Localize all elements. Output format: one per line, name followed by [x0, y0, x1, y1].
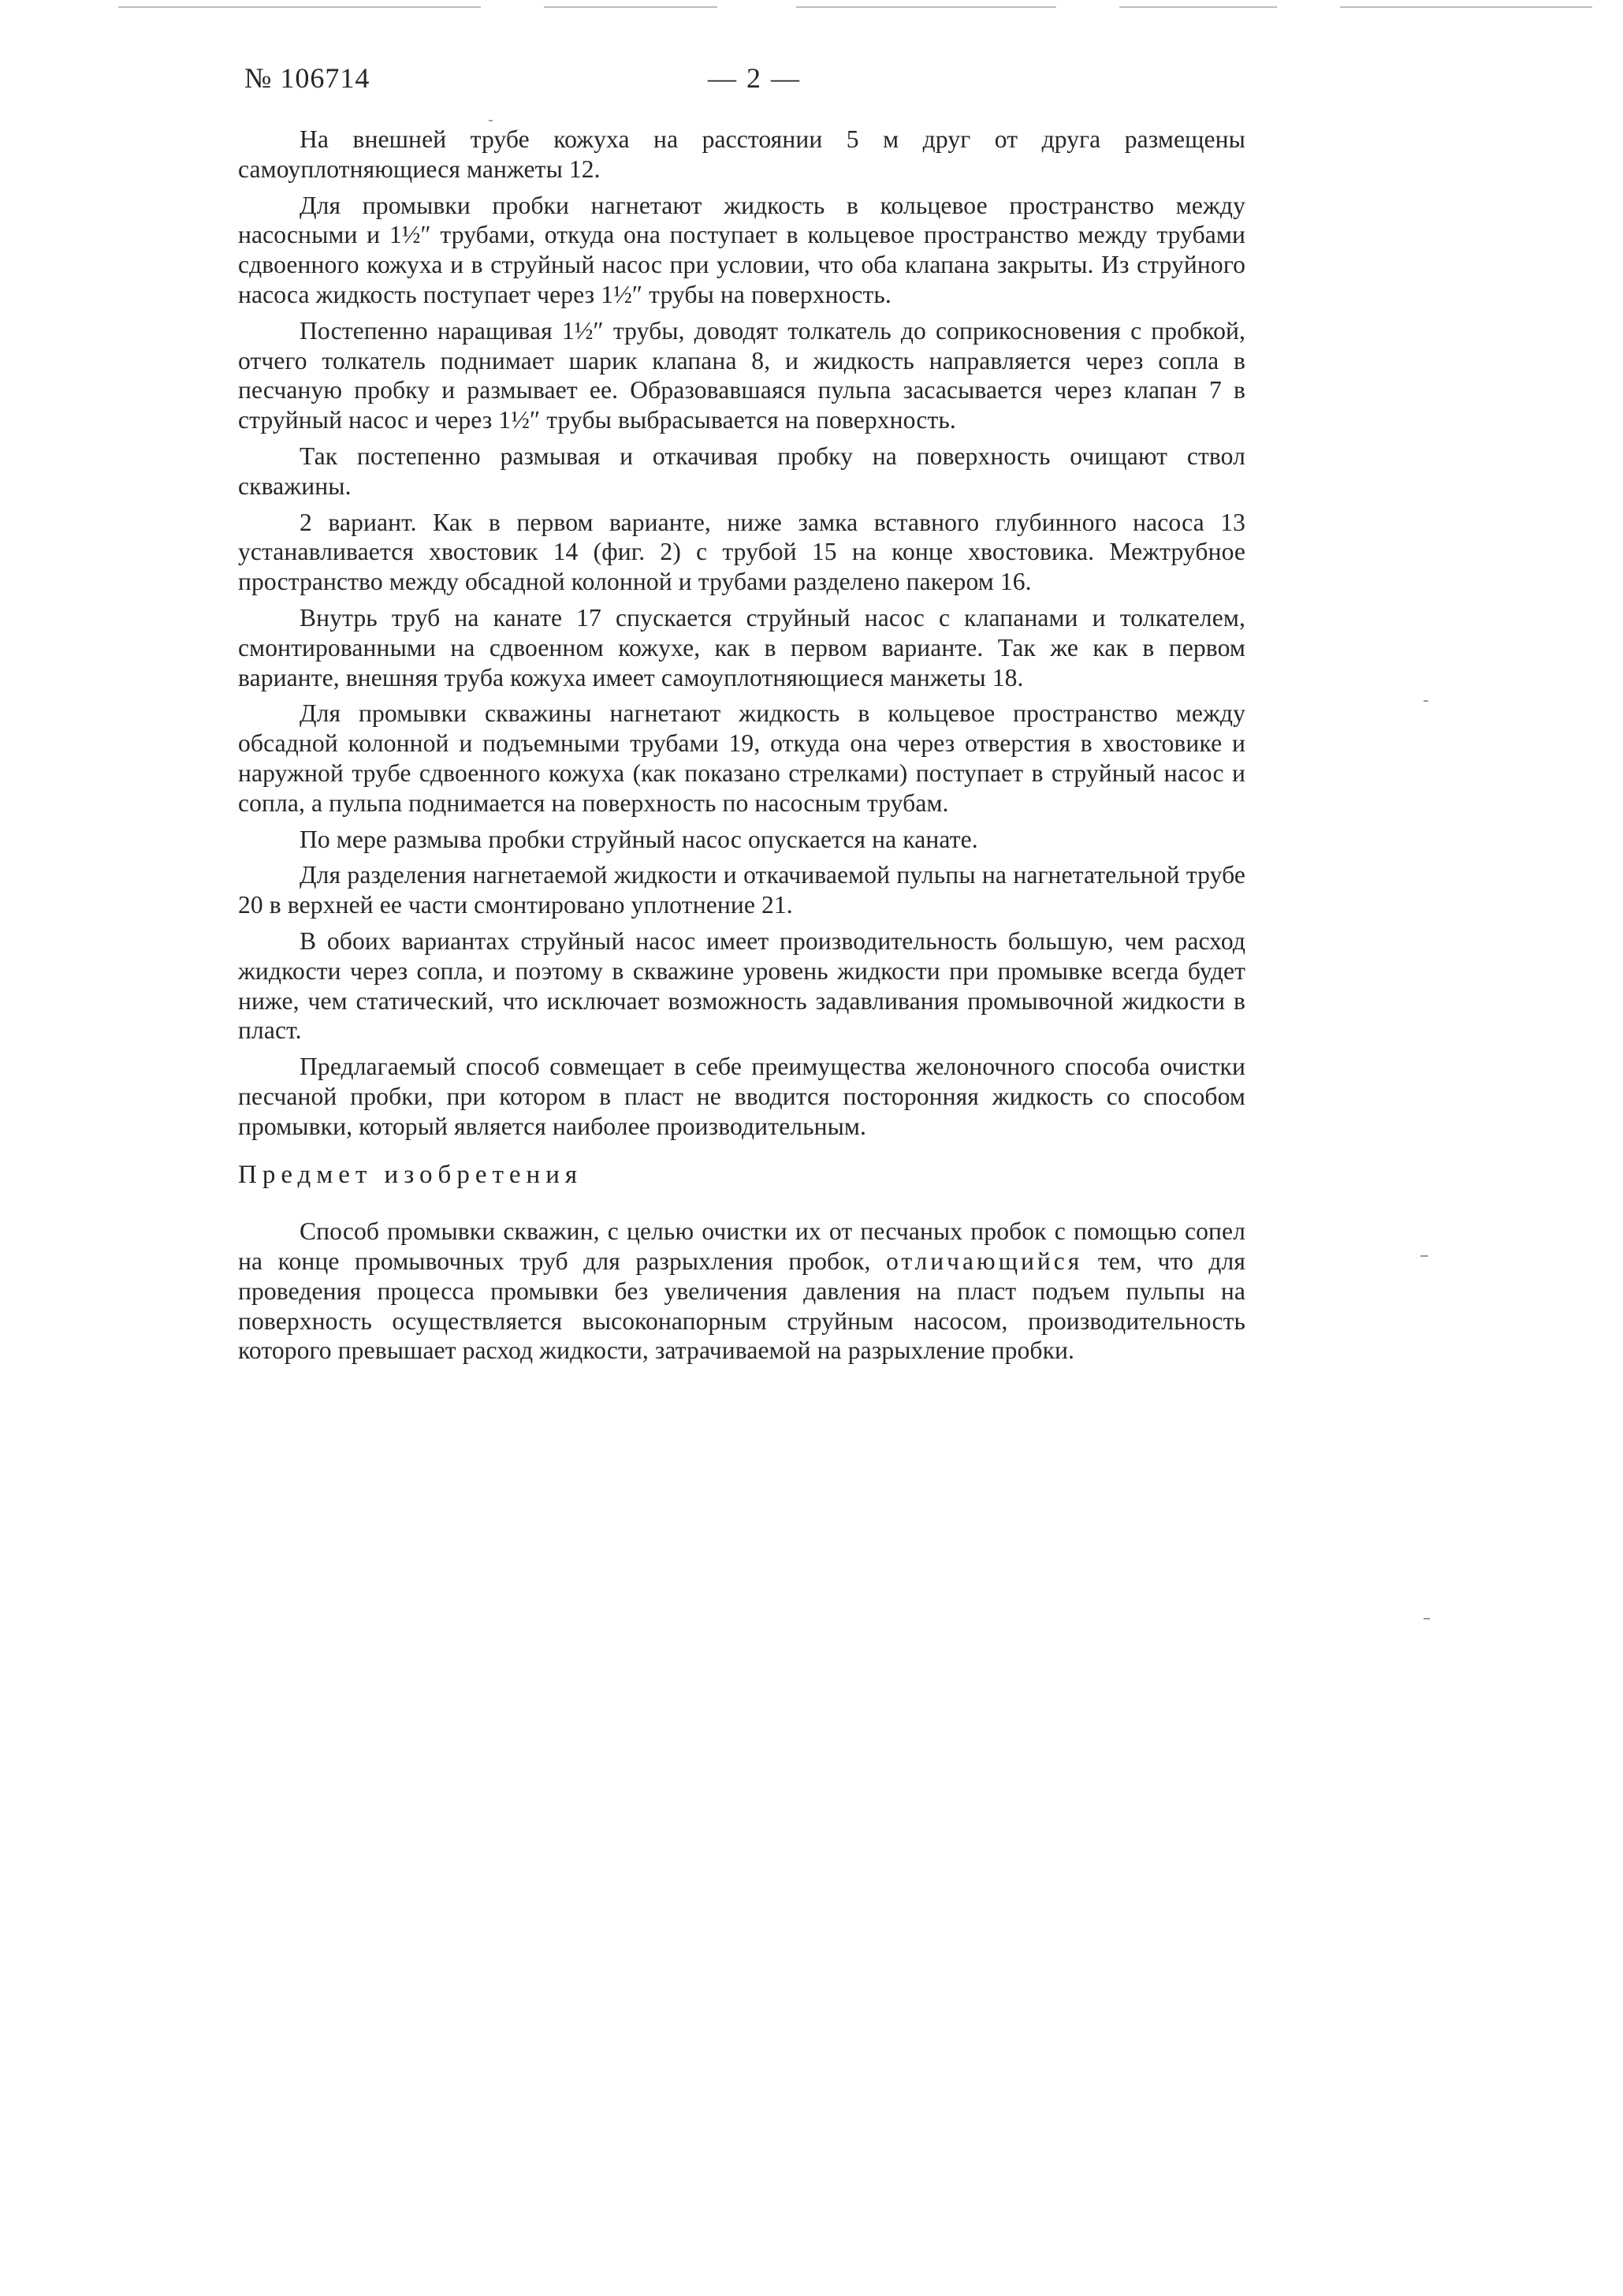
page-number: — 2 — [708, 62, 801, 94]
scan-speck [1424, 1618, 1430, 1620]
paragraph: Постепенно наращивая 1½″ трубы, доводят толкатель до соприкосновения с пробкой, отчего толкатель поднимает шарик клапана 8, и жидкость направляется через сопла в песчаную пробку и размывает ее. Образовавшаяся пульпа засасывается через клапан 7 в струйный насос и через 1½″ трубы выбрасывается на поверхность. [238, 316, 1245, 434]
paragraph: В обоих вариантах струйный насос имеет производительность большую, чем расход жидкости через сопла, и поэтому в скважине уровень жидкости при промывке всегда будет ниже, чем статический, что исключает возможность задавливания промывочной жидкости в пласт. [238, 926, 1245, 1045]
paragraph: По мере размыва пробки струйный насос опускается на канате. [300, 825, 978, 853]
paragraph: Для промывки скважины нагнетают жидкость в кольцевое пространство между обсадной колонной и подъемными трубами 19, откуда она через отверстия в хвостовике и наружной трубе сдвоенного кожуха (как показано стрелками) поступает в струйный насос и сопла, а пульпа поднимается на поверхность по насосным трубам. [238, 699, 1245, 817]
paragraph: Внутрь труб на канате 17 спускается струйный насос с клапанами и толкателем, смонтированными на сдвоенном кожухе, как в первом варианте. Так же как в первом варианте, внешняя труба кожуха имеет самоуплотняющиеся манжеты 18. [238, 603, 1245, 691]
claim-rest: тем, что для проведения процесса промывки без увеличения давления на пласт подъем пульпы на поверхность осуществляется высоконапорным струйным насосом, производительность которого превышает расход жидкости, затрачиваемой на разрыхление пробки. [238, 1247, 1246, 1365]
claim-lead: Способ промывки скважин, с целью очистки их от песчаных пробок с помощью сопел на конце промывочных труб для разрыхления пробок, [238, 1217, 1245, 1276]
paragraph: Для промывки пробки нагнетают жидкость в кольцевое пространство между насосными и 1½″ трубами, откуда она поступает в кольцевое пространство между трубами сдвоенного кожуха и в струйный насос при условии, что оба клапана закрыты. Из струйного насоса жидкость поступает через 1½″ трубы на поверхность. [238, 191, 1245, 308]
page-header [0, 62, 1623, 101]
paragraph: 2 вариант. Как в первом варианте, ниже замка вставного глубинного насоса 13 устанавливается хвостовик 14 (фиг. 2) с трубой 15 на конце хвостовика. Межтрубное пространство между обсадной колонной и трубами разделено пакером 16. [238, 508, 1245, 596]
scan-speck [1424, 700, 1428, 702]
paragraph: Так постепенно размывая и откачивая пробку на поверхность очищают ствол скважины. [238, 442, 1245, 500]
paragraph: Предлагаемый способ совмещает в себе преимущества желоночного способа очистки песчаной пробки, при котором в пласт не вводится посторонняя жидкость со способом промывки, который является наиболее производительным. [238, 1053, 1245, 1140]
paragraph: Для разделения нагнетаемой жидкости и откачиваемой пульпы на нагнетательной трубе 20 в верхней ее части смонтировано уплотнение 21. [238, 861, 1245, 919]
patent-number: № 106714 [244, 62, 370, 94]
scan-speck [489, 120, 493, 121]
paragraph: На внешней трубе кожуха на расстоянии 5 м друг от друга размещены самоуплотняющиеся манжеты 12. [238, 125, 1245, 183]
claim-keyword: отличающийся [886, 1247, 1083, 1276]
claim-paragraph [238, 1217, 1245, 1366]
scan-top-edge [0, 0, 1623, 13]
document-body [238, 125, 1245, 1366]
section-title: Предмет изобретения [238, 1160, 583, 1189]
scan-speck [1420, 1255, 1428, 1257]
